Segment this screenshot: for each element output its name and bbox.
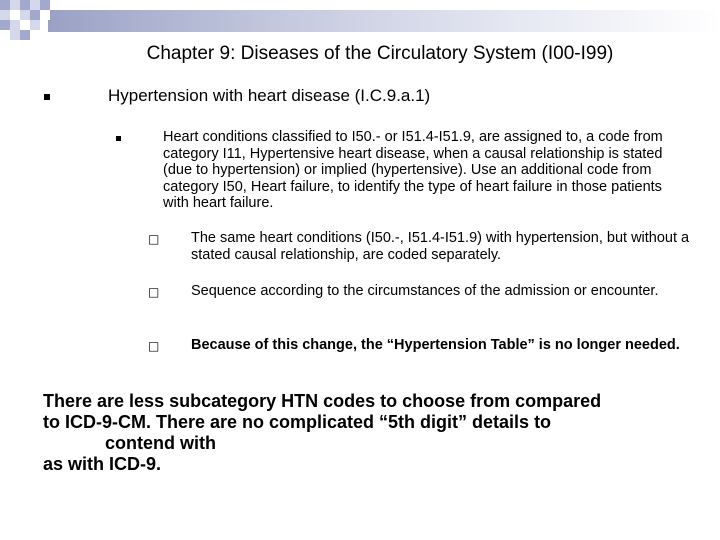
closing-line: There are less subcategory HTN codes to choose from compared (43, 391, 602, 411)
deco-square (20, 30, 30, 40)
deco-square (40, 10, 50, 20)
level3-bullet-text: Because of this change, the “Hypertension Table” is no longer needed. (191, 337, 680, 353)
deco-square (20, 0, 30, 10)
closing-note (43, 391, 703, 475)
deco-square (0, 10, 10, 20)
deco-square (10, 0, 20, 10)
deco-square (20, 20, 30, 30)
deco-square (0, 20, 10, 30)
hollow-box-bullet-icon: □ (148, 339, 160, 353)
deco-square (0, 0, 10, 10)
header-gradient-bar (48, 10, 720, 32)
hollow-box-bullet-icon: □ (148, 285, 160, 299)
closing-line: to ICD-9-CM. There are no complicated “5th digit” details to (43, 412, 552, 432)
closing-line: contend with (105, 433, 216, 453)
bullet-square-icon (44, 94, 50, 100)
level3-bullet-text: The same heart conditions (I50.-, I51.4-I51.9) with hypertension, but without a stated causal relationship, are coded separately. (191, 230, 690, 263)
deco-square (20, 10, 30, 20)
hollow-box-bullet-icon: □ (148, 232, 160, 246)
bullet-square-icon (116, 136, 121, 141)
deco-square (10, 30, 20, 40)
level3-bullet-text: Sequence according to the circumstances of the admission or encounter. (191, 283, 659, 299)
deco-square (30, 10, 40, 20)
slide-title: Chapter 9: Diseases of the Circulatory System (I00-I99) (146, 43, 614, 64)
level1-bullet-text: Hypertension with heart disease (I.C.9.a.1) (108, 86, 431, 105)
level2-bullet-text: Heart conditions classified to I50.- or I51.4-I51.9, are assigned to, a code from category I11, Hypertensive heart disease, when a causal relationship is stated (due to hypertension) or implied (hypertensive). Use an additional code from category I50, Heart failure, to identify the type of heart failure in those patients with heart failure. (163, 129, 663, 211)
closing-line: as with ICD-9. (43, 454, 162, 474)
deco-square (40, 0, 50, 10)
deco-square (10, 20, 20, 30)
deco-square (30, 20, 40, 30)
deco-square (10, 10, 20, 20)
deco-square (30, 0, 40, 10)
